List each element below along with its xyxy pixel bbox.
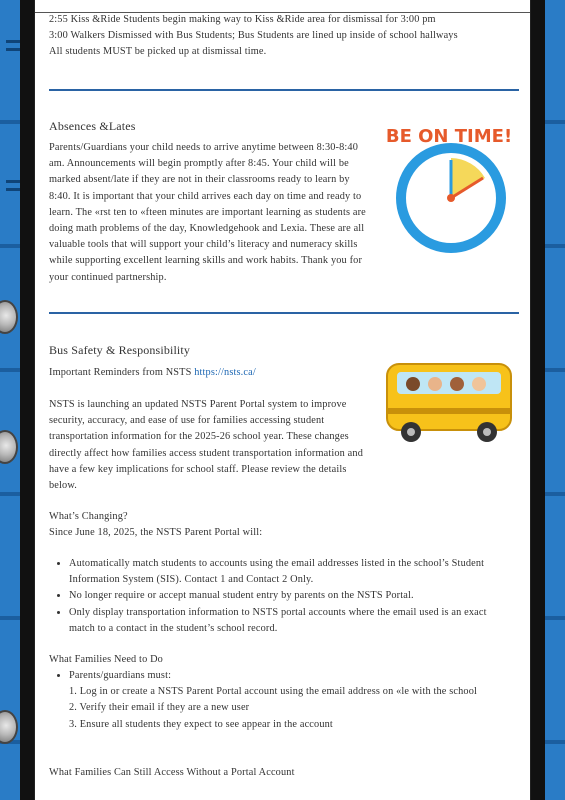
locker-edge: [531, 0, 545, 800]
list-item: [69, 668, 499, 733]
whats-changing-title: What’s Changing?: [49, 511, 128, 522]
section-divider: [49, 89, 519, 91]
list-item: • Only display transportation information to NSTS portal accounts where the email used is an exact match to a contact in the student’s school record.: [69, 605, 499, 637]
families-list: [49, 668, 499, 733]
locker-background-right: [545, 0, 565, 800]
dismissal-schedule: [49, 12, 458, 61]
bus-heading: Bus Safety & Responsibility: [49, 343, 191, 357]
bus-intro: NSTS is launching an updated NSTS Parent Portal system to improve security, accuracy, and ease of use for families accessing student transportation information for the 2025-26 school year. These changes directly affect how families access student transportation information and have a few key implications for school staff. Please review the details below.: [49, 399, 363, 492]
nsts-link[interactable]: https://nsts.ca/: [194, 367, 256, 378]
changes-list: [49, 556, 499, 637]
families-step: 3. Ensure all students they expect to see appear in the account: [69, 718, 333, 730]
families-step: 1. Log in or create a NSTS Parent Portal account using the email address on «le with the school: [69, 686, 478, 698]
reminders-label: Important Reminders from NSTS: [49, 367, 192, 378]
schedule-line: 3:00 Walkers Dismissed with Bus Students; Bus Students are lined up inside of school hallways: [49, 30, 458, 42]
be-on-time-text: BE ON TIME!: [385, 126, 513, 147]
reminders-line: [49, 365, 256, 381]
whats-changing-sub: Since June 18, 2025, the NSTS Parent Portal will:: [49, 527, 263, 538]
families-bullet: Parents/guardians must:: [69, 670, 172, 681]
absences-body: Parents/Guardians your child needs to arrive anytime between 8:30-8:40 am. Announcements will begin promptly after 8:45. Your child will be marked absent/late if they are not in their classrooms ready to learn by 8:40. It is important that your child arrives each day on time and ready to learn. The «rst ten to «fteen minutes are important learning as students are doing math problems of the day, Knowledgehook and Lexia. These are all valuable tools that will support your child’s literacy and numeracy skills while supporting excellent learning skills and work habits. Thank you for your continued partnership.: [49, 142, 366, 283]
absences-heading: Absences &Lates: [49, 119, 136, 133]
be-on-time-clock-icon: [379, 118, 519, 268]
list-item: • Automatically match students to accounts using the email addresses listed in the school’s Student Information System (SIS). Contact 1 and Contact 2 Only.: [69, 556, 499, 588]
schedule-line: All students MUST be picked up at dismissal time.: [49, 46, 267, 58]
section-divider: [49, 312, 519, 314]
school-bus-icon: [383, 358, 515, 444]
padlock-icon: [0, 430, 18, 464]
families-step: 2. Verify their email if they are a new user: [69, 702, 250, 714]
families-title: What Families Need to Do: [49, 654, 163, 665]
locker-edge: [20, 0, 34, 800]
access-title: What Families Can Still Access Without a Portal Account: [49, 767, 295, 778]
newsletter-card: [34, 0, 531, 800]
list-item: • No longer require or accept manual student entry by parents on the NSTS Portal.: [69, 588, 499, 604]
padlock-icon: [0, 710, 18, 744]
bus-intro-part: [49, 397, 367, 494]
padlock-icon: [0, 300, 18, 334]
schedule-line: 2:55 Kiss &Ride Students begin making way to Kiss &Ride area for dismissal for 3:00 pm: [49, 14, 436, 25]
